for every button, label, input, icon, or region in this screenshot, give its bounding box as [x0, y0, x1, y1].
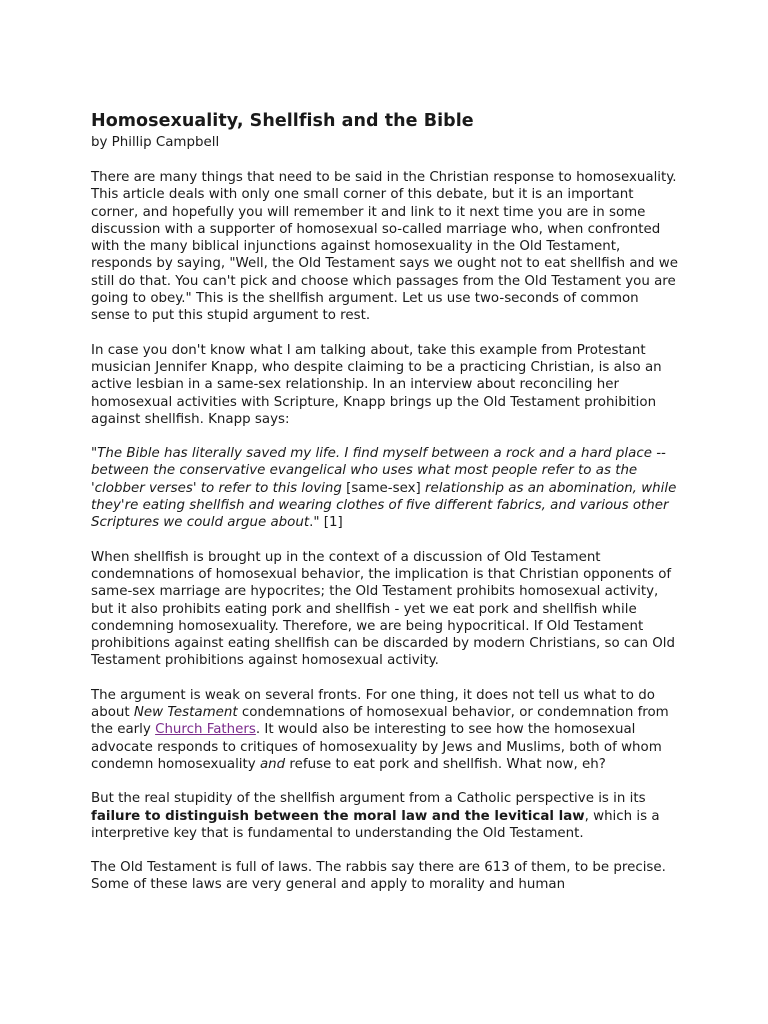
quote-text-1: The Bible has literally saved my life. I find myself between a rock and a hard place -- between the conservative evangelical who uses what most people refer to as the 'clobber verses' to refer to this loving: [91, 446, 666, 496]
text-run: , which is a interpretive key that is fundamental to understanding the Old Testament.: [91, 808, 660, 841]
paragraph-613-laws: The Old Testament is full of laws. The rabbis say there are 613 of them, to be precise. Some of these laws are very general and apply to morality and human: [91, 860, 666, 893]
text-run: The argument is weak on several fronts. For one thing, it does not tell us what to do about: [91, 687, 655, 721]
article: [91, 108, 681, 911]
article-byline: by Phillip Campbell: [91, 135, 220, 150]
church-fathers-link[interactable]: Church Fathers: [155, 722, 256, 738]
paragraph-intro: There are many things that need to be said in the Christian response to homosexuality. This article deals with only one small corner of this debate, but it is an important corner, and hopefully you will remember it and link to it next time you are in some discussion with a supporter of homosexual so-called marriage who, when confronted with the many biblical injunctions against homosexuality in the Old Testament, responds by saying, "Well, the Old Testament says we ought not to eat shellfish and we still do that. You can't pick and choose which passages from the Old Testament you are going to obey." This is the shellfish argument. Let us use two-seconds of common sense to put this stupid argument to rest.: [91, 170, 678, 324]
paragraph-moral-law: [91, 790, 681, 842]
text-run: But the real stupidity of the shellfish argument from a Catholic perspective is in its: [91, 791, 646, 807]
text-run: condemnations of homosexual behavior, or condemnation from the early: [91, 705, 669, 738]
emphasis-and: and: [259, 756, 286, 772]
strong-moral-levitical: failure to distinguish between the moral law and the levitical law: [91, 808, 585, 824]
blockquote-knapp: [91, 445, 681, 531]
quote-close: ." [1]: [309, 515, 343, 531]
text-run: . It would also be interesting to see how the homosexual advocate responds to critiques of homosexuality by Jews and Muslims, both of whom condemn homosexuality: [91, 722, 662, 772]
paragraph-hypocrisy: When shellfish is brought up in the context of a discussion of Old Testament condemnations of homosexual behavior, the implication is that Christian opponents of same-sex marriage are hypocrites; the Old Testament prohibits homosexual activity, but it also prohibits eating pork and shellfish - yet we eat pork and shellfish while condemning homosexuality. Therefore, we are being hypocritical. If Old Testament prohibitions against eating shellfish can be discarded by modern Christians, so can Old Testament prohibitions against homosexual activity.: [91, 549, 675, 669]
paragraph-weak-argument: [91, 687, 681, 773]
paragraph-knapp-example: In case you don't know what I am talking about, take this example from Protestant musician Jennifer Knapp, who despite claiming to be a practicing Christian, is also an active lesbian in a same-sex relationship. In an interview about reconciling her homosexual activities with Scripture, Knapp brings up the Old Testament prohibition against shellfish. Knapp says:: [91, 342, 662, 427]
quote-bracket: [same-sex]: [346, 480, 421, 496]
emphasis-new-testament: New Testament: [133, 705, 238, 721]
quote-open: ": [91, 446, 98, 462]
text-run: refuse to eat pork and shellfish. What now, eh?: [285, 756, 606, 772]
article-title: Homosexuality, Shellfish and the Bible: [91, 111, 474, 131]
quote-text-2: relationship as an abomination, while they're eating shellfish and wearing clothes of five different fabrics, and various other Scriptures we could argue about: [91, 480, 677, 531]
